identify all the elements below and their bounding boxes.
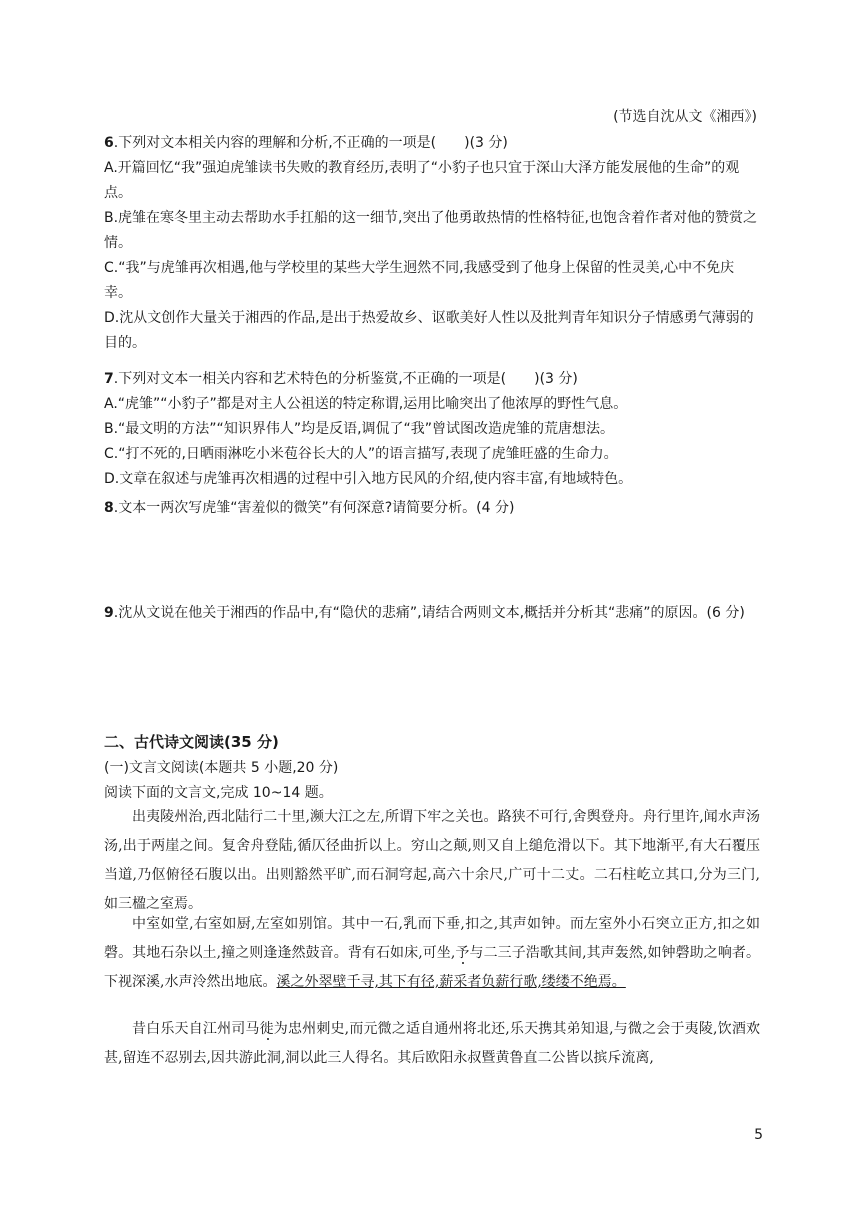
source-note: (节选自沈从文《湘西》) [613,109,757,125]
p2-dotted-char: 予 [455,945,470,961]
q6-stem [104,131,760,156]
q6-option-a: A.开篇回忆“我”强迫虎雏读书失败的教育经历,表明了“小豹子也只宜于深山大泽方能发展他的生命”的观点。 [104,160,740,201]
classical-paragraph-3 [104,1015,760,1073]
p2-underlined-sentence: 溪之外翠壁千寻,其下有径,薪采者负薪行歌,缕缕不绝焉。 [276,974,626,990]
q6-stem-text: .下列对文本相关内容的理解和分析,不正确的一项是( )(3 分) [113,135,508,151]
q7-stem-text: .下列对文本一相关内容和艺术特色的分析鉴赏,不正确的一项是( )(3 分) [113,371,578,387]
reading-instruction: 阅读下面的文言文,完成 10~14 题。 [104,785,333,801]
question-6 [104,131,760,356]
page-number: 5 [754,1127,763,1143]
q7-number: 7 [104,371,114,387]
section-title: 二、古代诗文阅读(35 分) [104,733,279,751]
question-9 [104,601,760,626]
classical-paragraph-1: 出夷陵州治,西北陆行二十里,濒大江之左,所谓下牢之关也。路狭不可行,舍舆登舟。舟行里许,闻水声汤汤,出于两崖之间。复舍舟登陆,循仄径曲折以上。穷山之颠,则又自上缒危滑以下。其下地渐平,有大石覆压当道,乃伛俯径石腹以出。出则豁然平旷,而石洞穹起,高六十余尺,广可十二丈。二石柱屹立其口,分为三门,如三楹之室焉。 [104,809,760,912]
p2-text-a: 中室如堂,右室如厨,左室如别馆。其中一石,乳而下垂,扣之,其声如钟。而左室外小石突立正方,扣之如磬。其地石杂以土,撞之则逢逢然鼓音。背有石如床,可坐, [104,916,760,961]
q6-number: 6 [104,135,114,151]
p3-dotted-char: 徙 [259,1021,274,1037]
classical-paragraph-2 [104,910,760,997]
question-8 [104,496,760,521]
p3-text-a: 昔白乐天自江州司马 [132,1021,260,1037]
question-7 [104,367,760,492]
q8-number: 8 [104,500,114,516]
q9-number: 9 [104,605,114,621]
q7-option-a: A.“虎雏”“小豹子”都是对主人公祖送的特定称谓,运用比喻突出了他浓厚的野性气息。 [104,396,628,412]
p2-text-b: 与二三子浩歌其间,其声轰然,如钟磬助之响者。下视深溪,水声泠然出地底。 [104,945,760,990]
q7-option-b: B.“最文明的方法”“知识界伟人”均是反语,调侃了“我”曾试图改造虎雏的荒唐想法。 [104,421,615,437]
q8-text: .文本一两次写虎雏“害羞似的微笑”有何深意?请简要分析。(4 分) [113,500,515,516]
q7-option-d: D.文章在叙述与虎雏再次相遇的过程中引入地方民风的介绍,使内容丰富,有地域特色。 [104,471,633,487]
q7-option-c: C.“打不死的,日晒雨淋吃小米苞谷长大的人”的语言描写,表现了虎雏旺盛的生命力。 [104,446,618,462]
q6-option-c: C.“我”与虎雏再次相遇,他与学校里的某些大学生迥然不同,我感受到了他身上保留的性灵美,心中不免庆幸。 [104,260,735,301]
q6-option-b: B.虎雏在寒冬里主动去帮助水手扛船的这一细节,突出了他勇敢热情的性格特征,也饱含着作者对他的赞赏之情。 [104,210,757,251]
q6-option-d: D.沈从文创作大量关于湘西的作品,是出于热爱故乡、讴歌美好人性以及批判青年知识分子情感勇气薄弱的目的。 [104,310,754,351]
q9-text: .沈从文说在他关于湘西的作品中,有“隐伏的悲痛”,请结合两则文本,概括并分析其“悲痛”的原因。(6 分) [113,605,745,621]
subsection-title: (一)文言文阅读(本题共 5 小题,20 分) [104,760,339,776]
q7-stem [104,367,760,392]
p3-text-b: 为忠州刺史,而元微之适自通州将北还,乐天携其弟知退,与微之会于夷陵,饮酒欢甚,留连不忍别去,因共游此洞,洞以此三人得名。其后欧阳永叔暨黄鲁直二公皆以摈斥流离, [104,1021,761,1066]
